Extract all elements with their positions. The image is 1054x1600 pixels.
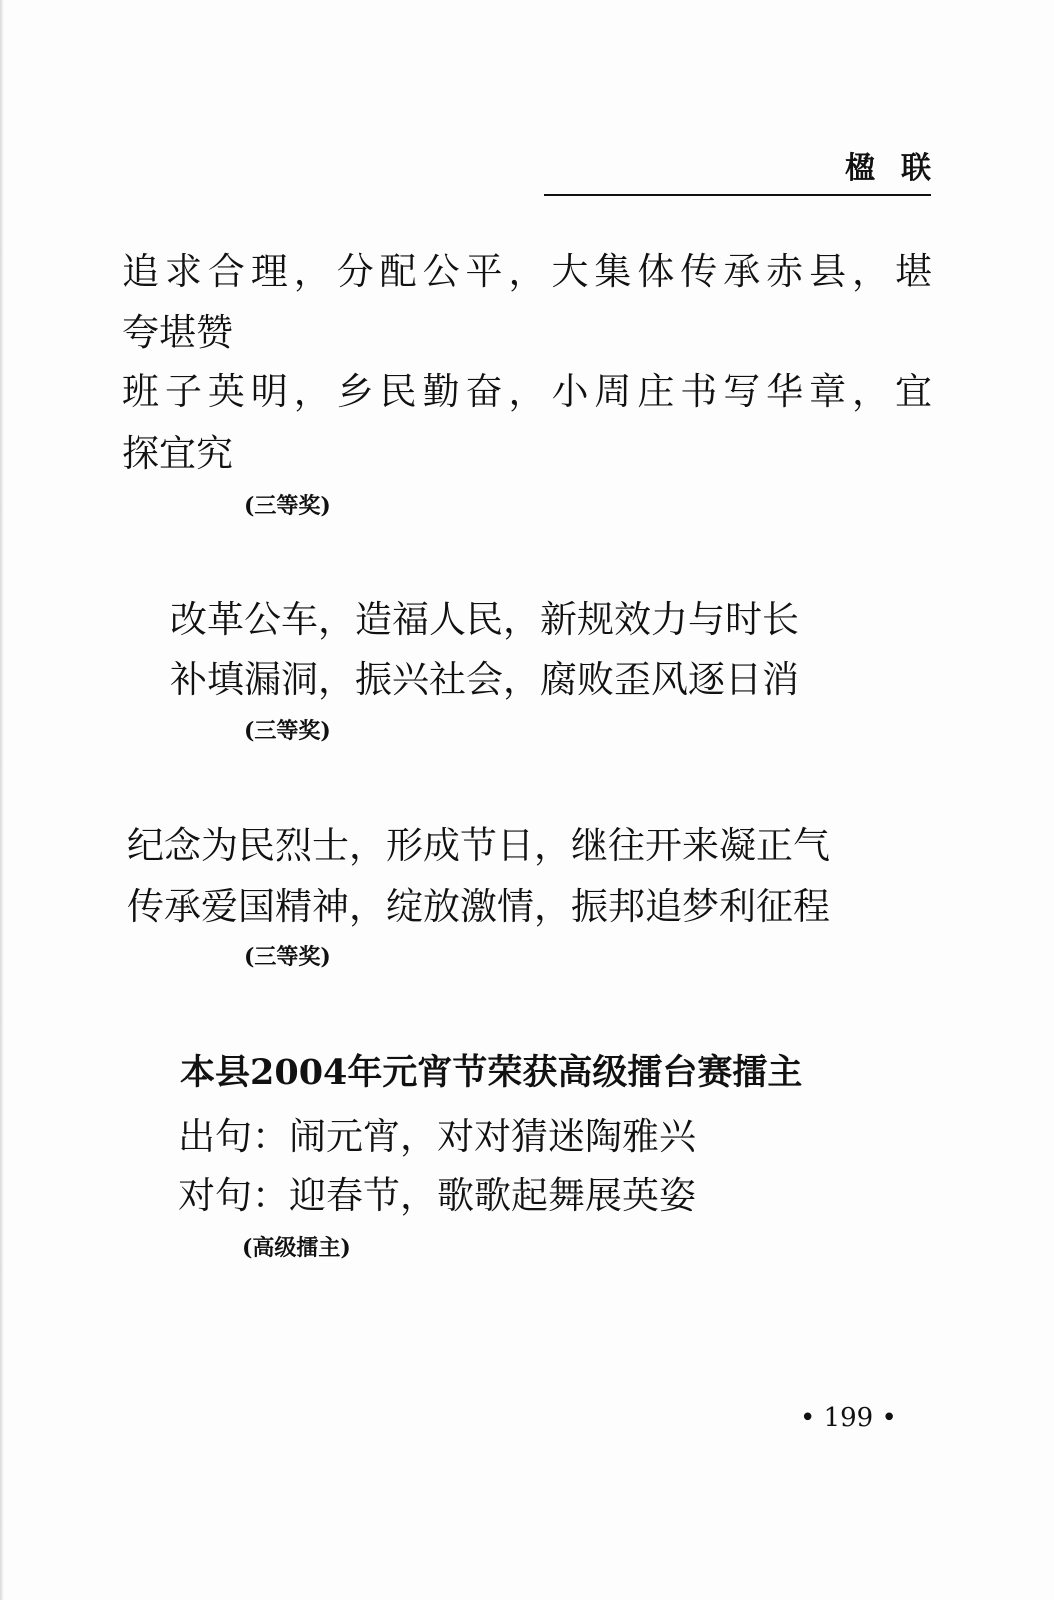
couplet-1-award: (三等奖) (244, 493, 331, 519)
contest-award: (高级擂主) (242, 1235, 351, 1261)
couplet-2-award: (三等奖) (244, 718, 331, 744)
couplet-1-line-4: 探宜究 (122, 432, 233, 475)
contest-second-line: 对句：迎春节，歌歌起舞展英姿 (178, 1174, 696, 1217)
contest-heading: 本县2004年元宵节荣获高级擂台赛擂主 (180, 1052, 803, 1093)
header-title: 楹联 (845, 151, 957, 186)
couplet-1-line-3: 班子英明，乡民勤奋，小周庄书写华章，宜 (122, 370, 932, 413)
couplet-2-line-1: 改革公车，造福人民，新规效力与时长 (170, 598, 799, 641)
contest-first-line: 出句：闹元宵，对对猜迷陶雅兴 (178, 1115, 696, 1158)
couplet-1-line-2: 夸堪赞 (122, 311, 233, 354)
page-edge-shadow (0, 0, 4, 1600)
couplet-2-line-2: 补填漏洞，振兴社会，腐败歪风逐日消 (170, 658, 799, 701)
couplet-3-line-1: 纪念为民烈士，形成节日，继往开来凝正气 (127, 824, 830, 867)
couplet-1-line-1: 追求合理，分配公平，大集体传承赤县，堪 (122, 250, 932, 293)
running-header (544, 148, 957, 196)
couplet-3-line-2: 传承爱国精神，绽放激情，振邦追梦利征程 (127, 885, 830, 928)
couplet-3-award: (三等奖) (244, 944, 331, 970)
page-number: • 199 • (800, 1403, 897, 1433)
